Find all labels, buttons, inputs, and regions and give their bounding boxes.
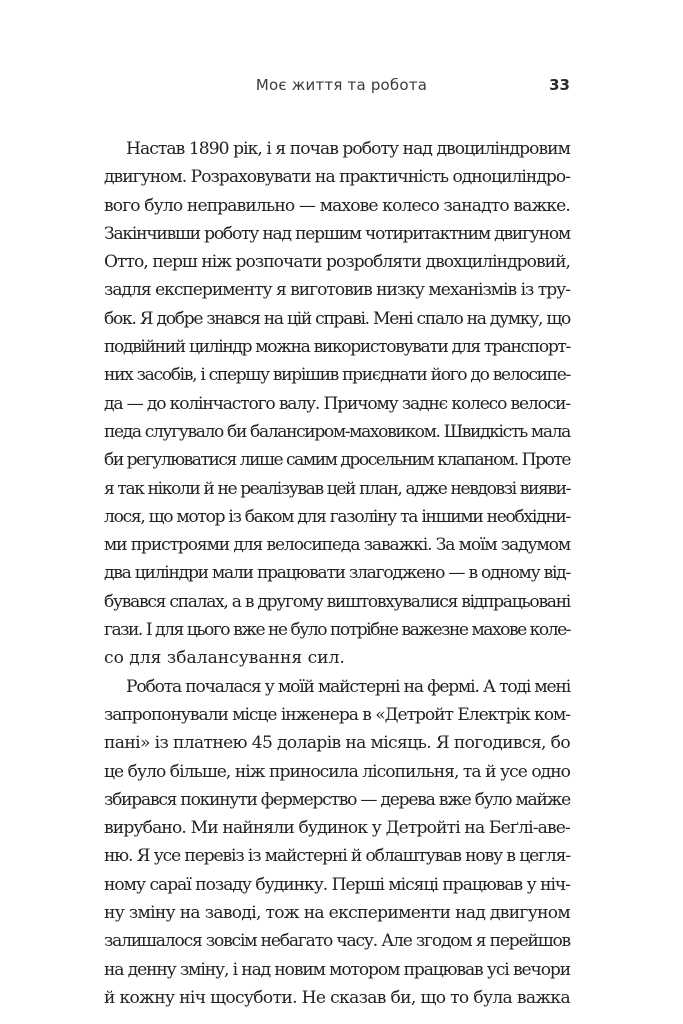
text-line: вого було неправильно — махове колесо занадто важке. [104, 195, 570, 216]
body-text [104, 135, 570, 1012]
text-line: на денну зміну, і над новим мотором працював усі вечори [104, 959, 570, 980]
text-line: запропонували місце інженера в «Детройт Електрік ком- [104, 704, 570, 725]
text-line: них засобів, і спершу вирішив приєднати його до велосипе- [104, 365, 571, 386]
text-line: да — до колінчастого валу. Причому заднє колесо велоси- [104, 393, 571, 414]
text-line: Закінчивши роботу над першим чотиритактним двигуном [104, 223, 570, 244]
text-line: ми пристроями для велосипеда заважкі. За моїм задумом [104, 535, 570, 556]
paragraph-2 [104, 673, 570, 1013]
text-line: бок. Я добре знався на цій справі. Мені спало на думку, що [104, 308, 570, 329]
text-line: Отто, перш ніж розпочати розробляти двохциліндровий, [104, 252, 570, 273]
text-line: Настав 1890 рік, і я почав роботу над двоциліндровим [126, 139, 570, 159]
text-line: й кожну ніч щосуботи. Не сказав би, що то була важка [104, 987, 570, 1008]
page-number: 33 [549, 76, 570, 94]
text-line: це було більше, ніж приносила лісопильня, та й усе одно [104, 761, 570, 782]
running-title: Моє життя та робота [255, 76, 428, 94]
text-line: ному сараї позаду будинку. Перші місяці працював у ніч- [104, 874, 571, 895]
text-line: ну зміну на заводі, тож на експерименти над двигуном [104, 903, 571, 924]
text-line: ню. Я усе перевіз із майстерні й облаштував нову в цегля- [104, 846, 570, 867]
text-line: бувався спалах, а в другому виштовхувалися відпрацьовані [104, 591, 570, 612]
text-line: я так ніколи й не реалізував цей план, адже невдовзі вияви- [104, 478, 570, 499]
text-line: два циліндри мали працювати злагоджено — в одному від- [104, 563, 570, 584]
running-head [0, 76, 683, 98]
text-line: двигуном. Розраховувати на практичність одноциліндро- [104, 167, 570, 188]
text-line: лося, що мотор із баком для газоліну та іншими необхідни- [104, 506, 571, 527]
text-line: Робота почалася у моїй майстерні на фермі. А тоді мені [126, 676, 571, 697]
text-line: пані» із платнею 45 доларів на місяць. Я погодився, бо [104, 733, 570, 754]
text-line: залишалося зовсім небагато часу. Але згодом я перейшов [104, 931, 571, 952]
text-line: со для збалансування сил. [104, 648, 345, 669]
paragraph-1 [104, 135, 570, 673]
text-line: подвійний циліндр можна використовувати для транспорт- [104, 337, 570, 358]
text-line: педа слугувало би балансиром-маховиком. Швидкість мала [104, 421, 570, 442]
text-line: би регулюватися лише самим дросельним клапаном. Проте [104, 450, 570, 471]
text-line: гази. І для цього вже не було потрібне важезне махове коле- [104, 620, 570, 641]
text-line: вирубано. Ми найняли будинок у Детройті на Беґлі-аве- [104, 818, 570, 839]
text-line: збирався покинути фермерство — дерева вже було майже [104, 789, 570, 810]
text-line: задля експерименту я виготовив низку механізмів із тру- [104, 280, 570, 301]
